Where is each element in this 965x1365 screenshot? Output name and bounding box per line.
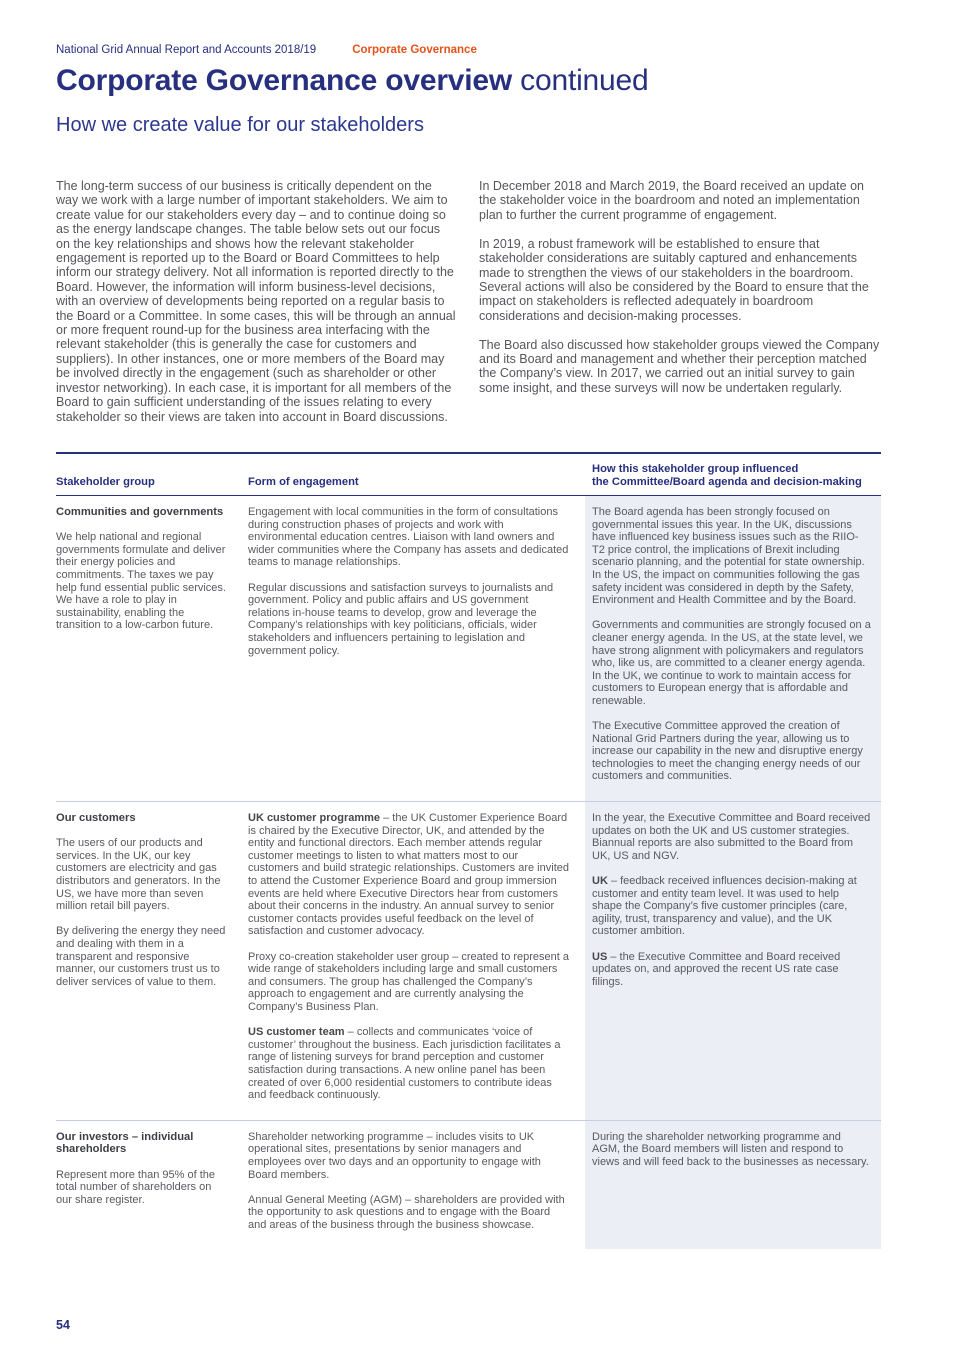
stakeholder-table [56,452,881,1249]
paragraph-text: In the year, the Executive Committee and Board received updates on both the UK and US customer strategies. Biannual reports are also submitted to the Board from UK, US and NGV. [592,812,871,862]
paragraph-lead: US [592,950,608,963]
paragraph [592,875,871,938]
group-description: By delivering the energy they need and dealing with them in a transparent and responsive manner, our customers trust us to deliver services of value to them. [56,925,226,988]
paragraph-text: During the shareholder networking programme and AGM, the Board members will listen and respond to views and will feed back to the businesses as necessary. [592,1130,869,1168]
column-header-form-of-engagement: Form of engagement [248,476,359,488]
table-row-communities-governments [56,496,881,801]
intro-right-paragraph: In December 2018 and March 2019, the Board received an update on the stakeholder voice in the boardroom and noted an implementation plan to further the current programme of engagement. [479,179,864,222]
running-head [56,44,881,56]
influence-cell [585,1121,881,1250]
intro-right-paragraph: The Board also discussed how stakeholder groups viewed the Company and its Board and management and whether their perception matched the Company’s view. In 2017, we carried out an initial survey to gain some insight, and these surveys will now be undertaken regularly. [479,337,880,395]
paragraph [592,1131,871,1169]
intro-left-paragraph: The long-term success of our business is critically dependent on the way we work with a large number of important stakeholders. We aim to create value for our stakeholders every day – and to continue doing so as the energy landscape changes. The table below sets out our focus on the key relationships and shows how the relevant stakeholder engagement is reported up to the Board or Board Committees to help inform our strategy delivery. Not all information is reported directly to the Board. However, the information will inform business-level decisions, with an overview of developments being reported on a regular basis to the Board or a Committee. In some cases, this will be through an annual or more frequent round-up for the business area interfacing with the relevant stakeholder (this is generally the case for customers and suppliers). In other instances, one or more members of the Board may be involved directly in the engagement (such as shareholder or other investor networking). In each case, it is important for all members of the Board to gain sufficient understanding of the issues relating to every stakeholder so their views are taken into account in Board discussions. [56,179,456,424]
paragraph [248,506,569,569]
engagement-cell [248,496,585,801]
column-header-influence [585,463,881,489]
intro-right-column [479,179,881,424]
paragraph-text: – collects and communicates ‘voice of customer’ throughout the business. Each jurisdiction facilitates a range of listening surveys for brand perception and customer satisfaction during transactions. A new online panel has been created of over 6,000 residential customers to contribute ideas and feedback continuously. [248,1026,561,1102]
table-header-row [56,452,881,496]
intro-section [56,179,881,424]
paragraph [248,812,569,938]
paragraph-text: Proxy co-creation stakeholder user group – created to represent a wide range of stakeholders including large and small customers and consumers. The group has challenged the Company’s approach to engagement and are currently analysing the Company’s Business Plan. [248,950,570,1013]
influence-cell [585,802,881,1120]
influence-cell [585,496,881,801]
table-row-our-customers [56,801,881,1120]
paragraph-text: – the UK Customer Experience Board is chaired by the Executive Director, UK, and attended by the entity and functional directors. Each member attends regular customer meetings to listen to what matters most to our customers and build strategic relationships. Customers are invited to attend the Customer Experience Board and group immersion events are held where Executive Directors hear from customers about their concerns in the industry. An annual survey to senior customer contacts provides useful feedback on the level of satisfaction and customer advocacy. [248,812,569,938]
paragraph-text: Governments and communities are strongly focused on a cleaner energy agenda. In the US, at the state level, we have strong alignment with policymakers and regulators who, like us, are committed to a cleaner energy agenda. In the UK, we continue to work to maintain access for customers to European energy that is affordable and renewable. [592,619,871,707]
page-title-main: Corporate Governance overview [56,64,513,97]
column-header-stakeholder-group: Stakeholder group [56,476,155,488]
page-title-suffix: continued [512,64,649,97]
paragraph [592,720,871,783]
stakeholder-group-cell [56,496,248,801]
engagement-cell [248,802,585,1120]
paragraph [592,951,871,989]
paragraph [248,951,569,1014]
page-number: 54 [56,1318,70,1332]
paragraph [592,619,871,707]
group-title: Our customers [56,812,136,825]
engagement-cell [248,1121,585,1250]
paragraph-text: The Board agenda has been strongly focused on governmental issues this year. In the UK, discussions have influenced key business issues such as the RIIO-T2 price control, the implications of Brexit including scenario planning, and the potential for state ownership. In the US, the impact on communities following the gas safety incident was considered in depth by the Safety, Environment and Health Committee and by the Board. [592,506,865,607]
paragraph-text: – the Executive Committee and Board received updates on, and approved the recent US rate case filings. [592,950,841,988]
paragraph [248,1131,569,1181]
paragraph-text: Annual General Meeting (AGM) – shareholders are provided with the opportunity to ask questions and to engage with the Board and areas of the business through the business showcase. [248,1193,565,1231]
paragraph [248,1026,569,1102]
group-title: Our investors – individual shareholders [56,1130,194,1156]
group-title: Communities and governments [56,506,224,518]
stakeholder-group-cell [56,802,248,1120]
paragraph-text: The Executive Committee approved the creation of National Grid Partners during the year, allowing us to increase our capability in the new and disruptive energy technologies to meet the changing energy needs of our customers and communities. [592,720,863,783]
paragraph-text: – feedback received influences decision-making at customer and entity team level. It was used to help shape the Company’s five customer principles (care, agility, trust, transparency and value), and the UK customer ambition. [592,875,857,938]
paragraph-text: Engagement with local communities in the form of consultations during construction phases of projects and work with environmental education centres. Liaison with land owners and wider communities where the Company has assets and dedicated teams to manage relationships. [248,506,569,569]
paragraph [592,506,871,607]
paragraph [592,812,871,862]
paragraph-lead: UK [592,875,608,888]
page-subtitle: How we create value for our stakeholders [56,114,424,136]
paragraph-text: Shareholder networking programme – includes visits to UK operational sites, presentations by senior managers and employees over two days and an opportunity to engage with Board members. [248,1130,541,1181]
report-title-text: National Grid Annual Report and Accounts 2018/19 [56,44,317,56]
stakeholder-group-cell [56,1121,248,1250]
column-header-influence-line1: How this stakeholder group influenced [592,463,799,475]
paragraph-lead: UK customer programme [248,812,381,825]
intro-right-paragraph: In 2019, a robust framework will be established to ensure that stakeholder considerations are suitably captured and enhancements made to strengthen the views of our stakeholders in the boardroom. Several actions will also be considered by the Board to ensure that the impact on stakeholders is reflected adequately in boardroom considerations and decision-making processes. [479,236,869,323]
paragraph [248,1194,569,1232]
group-description: The users of our products and services. In the UK, our key customers are electricity and gas distributors and generators. In the US, we have more than seven million retail bill payers. [56,837,221,913]
column-header-influence-line2: the Committee/Board agenda and decision-making [592,476,862,488]
paragraph [248,582,569,658]
paragraph-text: Regular discussions and satisfaction surveys to journalists and government. Policy and public affairs and US government relations in-house teams to develop, grow and leverage the Company’s relationships with key politicians, officials, wider stakeholders and influencers pertaining to legislation and government policy. [248,581,554,657]
group-description: Represent more than 95% of the total number of shareholders on our share register. [56,1168,215,1206]
paragraph-lead: US customer team [248,1026,345,1039]
group-description: We help national and regional governments formulate and deliver their energy policies and commitments. The taxes we pay help fund essential public services. We have a role to play in sustainability, enabling the transition to a low-carbon future. [56,531,226,632]
section-label: Corporate Governance [352,44,477,56]
table-row-individual-shareholders [56,1120,881,1250]
page-title [56,64,916,98]
intro-left-column [56,179,456,424]
